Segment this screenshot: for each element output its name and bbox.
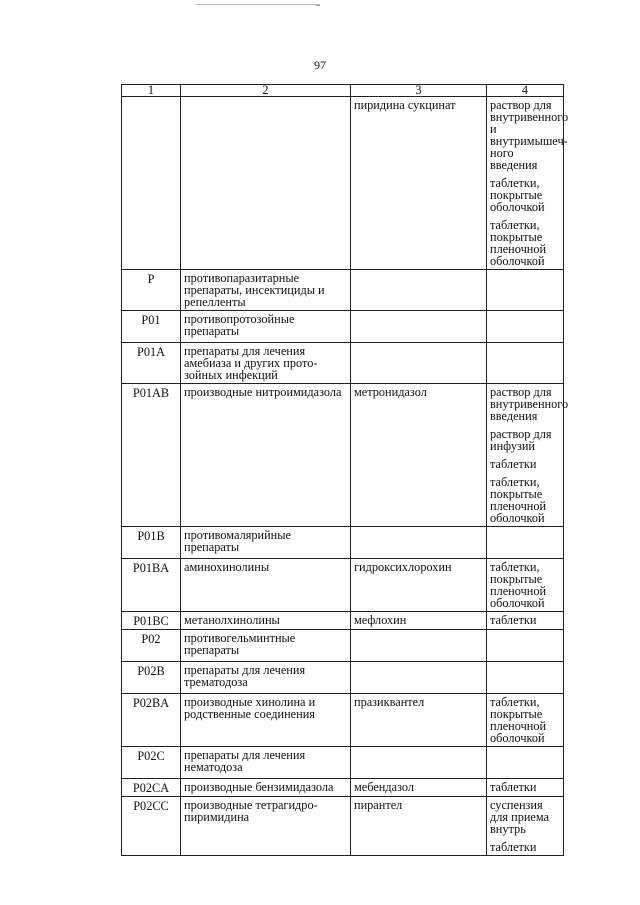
group-name-cell: противопротозойные препараты	[181, 311, 351, 343]
dosage-forms-cell	[487, 343, 564, 384]
atc-code-cell	[122, 97, 181, 270]
column-header: 3	[351, 85, 487, 97]
dosage-form: раствор для инфузий	[490, 427, 552, 453]
table-row	[122, 662, 564, 694]
page-number: 97	[314, 58, 326, 72]
group-name-cell: препараты для лечения трематодоза	[181, 662, 351, 694]
dosage-forms-cell	[487, 97, 569, 270]
dosage-forms-cell	[487, 630, 564, 662]
table-row	[122, 694, 564, 747]
dosage-form: таблетки	[490, 457, 537, 471]
scan-mark-small	[316, 5, 320, 6]
group-name-cell: производные бензимидазола	[181, 779, 351, 797]
drug-name-cell: мефлохин	[351, 612, 487, 630]
column-header: 4	[487, 85, 564, 97]
table-row	[122, 384, 564, 527]
dosage-form: таблетки, покрытые пленочной оболочкой	[490, 475, 547, 525]
dosage-form: таблетки, покрытые пленочной оболочкой	[490, 560, 547, 610]
scan-mark	[196, 4, 320, 5]
atc-code-cell: P02B	[122, 662, 181, 694]
drug-name-cell	[351, 270, 487, 311]
group-name-cell: производные хинолина и родственные соединения	[181, 694, 351, 747]
dosage-form: таблетки, покрытые пленочной оболочкой	[490, 695, 547, 745]
table-row	[122, 797, 564, 856]
table-row	[122, 630, 564, 662]
group-name-cell: противогельминтные препараты	[181, 630, 351, 662]
table-row	[122, 612, 564, 630]
dosage-forms-cell	[487, 527, 564, 559]
atc-code-cell: P02BA	[122, 694, 181, 747]
column-header-row	[122, 85, 564, 97]
dosage-forms-cell	[487, 779, 564, 797]
table-row	[122, 779, 564, 797]
atc-code-cell: P	[122, 270, 181, 311]
drug-name-cell: празиквантел	[351, 694, 487, 747]
group-name-cell: препараты для лечения нематодоза	[181, 747, 351, 779]
table-row	[122, 270, 564, 311]
atc-code-cell: P02	[122, 630, 181, 662]
drug-name-cell	[351, 662, 487, 694]
dosage-forms-cell	[487, 612, 564, 630]
atc-code-cell: P02CA	[122, 779, 181, 797]
dosage-forms-cell	[487, 311, 564, 343]
atc-code-cell: P01BA	[122, 559, 181, 612]
dosage-forms-cell	[487, 662, 564, 694]
group-name-cell: противопаразитарные препараты, инсектициды и репелленты	[181, 270, 351, 311]
dosage-forms-cell	[487, 747, 564, 779]
drug-name-cell	[351, 343, 487, 384]
drug-name-cell: пирантел	[351, 797, 487, 856]
dosage-form: таблетки, покрытые оболочкой	[490, 176, 545, 214]
column-header: 2	[181, 85, 351, 97]
drug-name-cell: мебендазол	[351, 779, 487, 797]
drug-name-cell: гидроксихлорохин	[351, 559, 487, 612]
dosage-forms-cell	[487, 559, 564, 612]
dosage-forms-cell	[487, 694, 564, 747]
table-row	[122, 527, 564, 559]
atc-code-cell: P01	[122, 311, 181, 343]
atc-code-cell: P01B	[122, 527, 181, 559]
dosage-form: суспензия для приема внутрь	[490, 798, 550, 836]
drug-name-cell	[351, 311, 487, 343]
drug-name-cell	[351, 747, 487, 779]
dosage-form: таблетки	[490, 840, 537, 854]
table-row	[122, 311, 564, 343]
group-name-cell: производные тетрагидро-пиримидина	[181, 797, 351, 856]
table-row	[122, 559, 564, 612]
dosage-form: раствор для внутривенного и внутримышеч-ного введения	[490, 98, 569, 172]
atc-code-cell: P01A	[122, 343, 181, 384]
column-header: 1	[122, 85, 181, 97]
drug-name-cell: пиридина сукцинат	[351, 97, 487, 270]
atc-code-cell: P02C	[122, 747, 181, 779]
dosage-form: таблетки	[490, 613, 537, 627]
group-name-cell: производные нитроимидазола	[181, 384, 351, 527]
group-name-cell	[181, 97, 351, 270]
dosage-forms-cell	[487, 797, 564, 856]
atc-code-cell: P01BC	[122, 612, 181, 630]
table-row	[122, 343, 564, 384]
drug-table	[121, 83, 569, 856]
table-row	[122, 747, 564, 779]
group-name-cell: аминохинолины	[181, 559, 351, 612]
dosage-forms-cell	[487, 270, 564, 311]
drug-name-cell: метронидазол	[351, 384, 487, 527]
drug-name-cell	[351, 527, 487, 559]
atc-code-cell: P02CC	[122, 797, 181, 856]
dosage-form: раствор для внутривенного введения	[490, 385, 569, 423]
group-name-cell: препараты для лечения амебиаза и других прото-зойных инфекций	[181, 343, 351, 384]
dosage-forms-cell	[487, 384, 569, 527]
atc-code-cell: P01AB	[122, 384, 181, 527]
drug-name-cell	[351, 630, 487, 662]
dosage-form: таблетки	[490, 780, 537, 794]
dosage-form: таблетки, покрытые пленочной оболочкой	[490, 218, 547, 268]
group-name-cell: противомалярийные препараты	[181, 527, 351, 559]
group-name-cell: метанолхинолины	[181, 612, 351, 630]
table-row	[122, 97, 564, 270]
